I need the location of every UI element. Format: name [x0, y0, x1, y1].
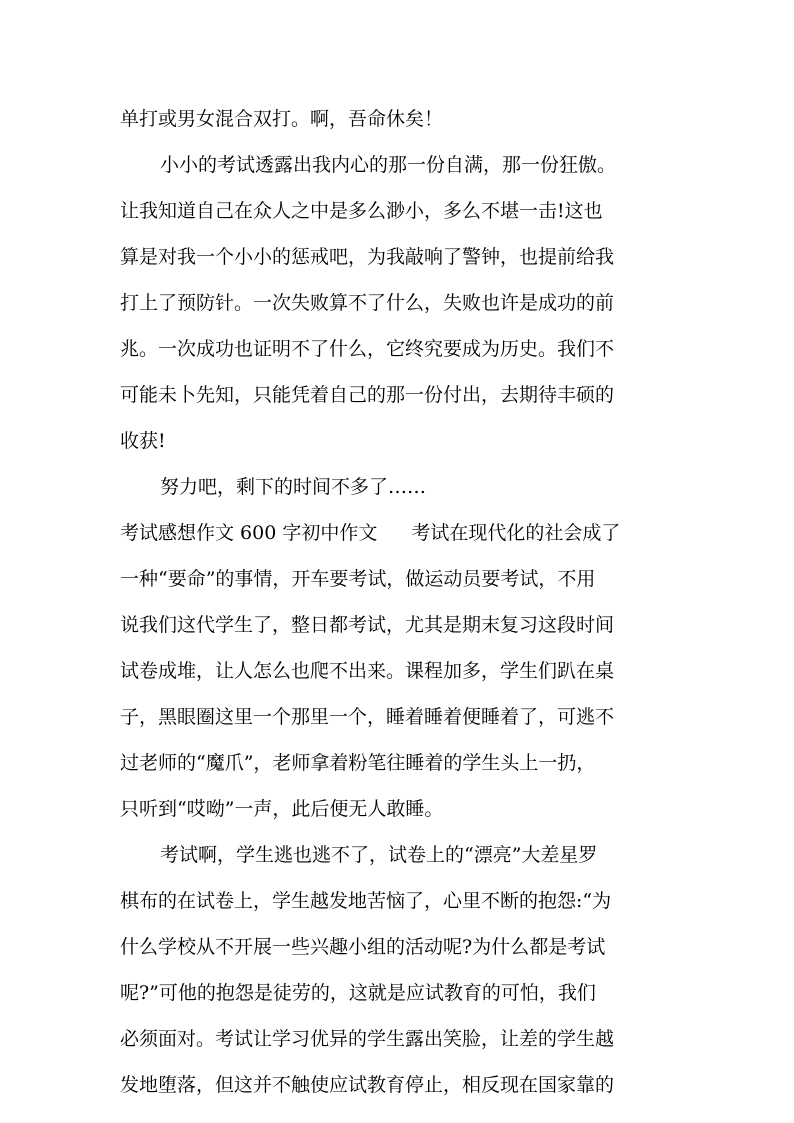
essay-title-line	[120, 510, 680, 556]
text-line: 什么学校从不开展一些兴趣小组的活动呢?为什么都是考试	[120, 936, 606, 958]
text-line: 收获!	[120, 430, 166, 452]
document-body	[120, 96, 680, 1108]
text-line: 呢?”可他的抱怨是徒劳的，这就是应试教育的可怕，我们	[120, 982, 596, 1004]
text-line: 过老师的“魔爪”，老师拿着粉笔往睡着的学生头上一扔，	[120, 752, 596, 774]
text-line: 小小的考试透露出我内心的那一份自满，那一份狂傲。	[160, 154, 617, 176]
text-line: 一种“要命”的事情，开车要考试，做运动员要考试，不用	[120, 568, 596, 590]
text-line: 兆。一次成功也证明不了什么，它终究要成为历史。我们不	[120, 338, 615, 360]
text-line: 算是对我一个小小的惩戒吧，为我敲响了警钟，也提前给我	[120, 246, 615, 268]
text-line: 发地堕落，但这并不触使应试教育停止，相反现在国家靠的	[120, 1074, 615, 1096]
text-line: 说我们这代学生了，整日都考试，尤其是期末复习这段时间	[120, 614, 615, 636]
text-line: 打上了预防针。一次失败算不了什么，失败也许是成功的前	[120, 292, 615, 314]
text-line: 让我知道自己在众人之中是多么渺小，多么不堪一击!这也	[120, 200, 603, 222]
text-line: 试卷成堆，让人怎么也爬不出来。课程加多，学生们趴在桌	[120, 660, 615, 682]
text-line: 单打或男女混合双打。啊，吾命休矣！	[120, 108, 444, 130]
text-line: 努力吧，剩下的时间不多了……	[160, 476, 427, 498]
text-line: 必须面对。考试让学习优异的学生露出笑脸，让差的学生越	[120, 1028, 615, 1050]
text-line: 棋布的在试卷上，学生越发地苦恼了，心里不断的抱怨:“为	[120, 890, 612, 912]
text-line: 子，黑眼圈这里一个那里一个，睡着睡着便睡着了，可逃不	[120, 706, 615, 728]
essay-title: 考试感想作文 600 字初中作文	[120, 522, 378, 544]
title-line-text: 考试在现代化的社会成了	[411, 522, 621, 544]
text-line: 可能未卜先知，只能凭着自己的那一份付出，去期待丰硕的	[120, 384, 615, 406]
text-line: 考试啊，学生逃也逃不了，试卷上的“漂亮”大差星罗	[160, 844, 598, 866]
text-line: 只听到“哎呦”一声，此后便无人敢睡。	[120, 798, 444, 820]
